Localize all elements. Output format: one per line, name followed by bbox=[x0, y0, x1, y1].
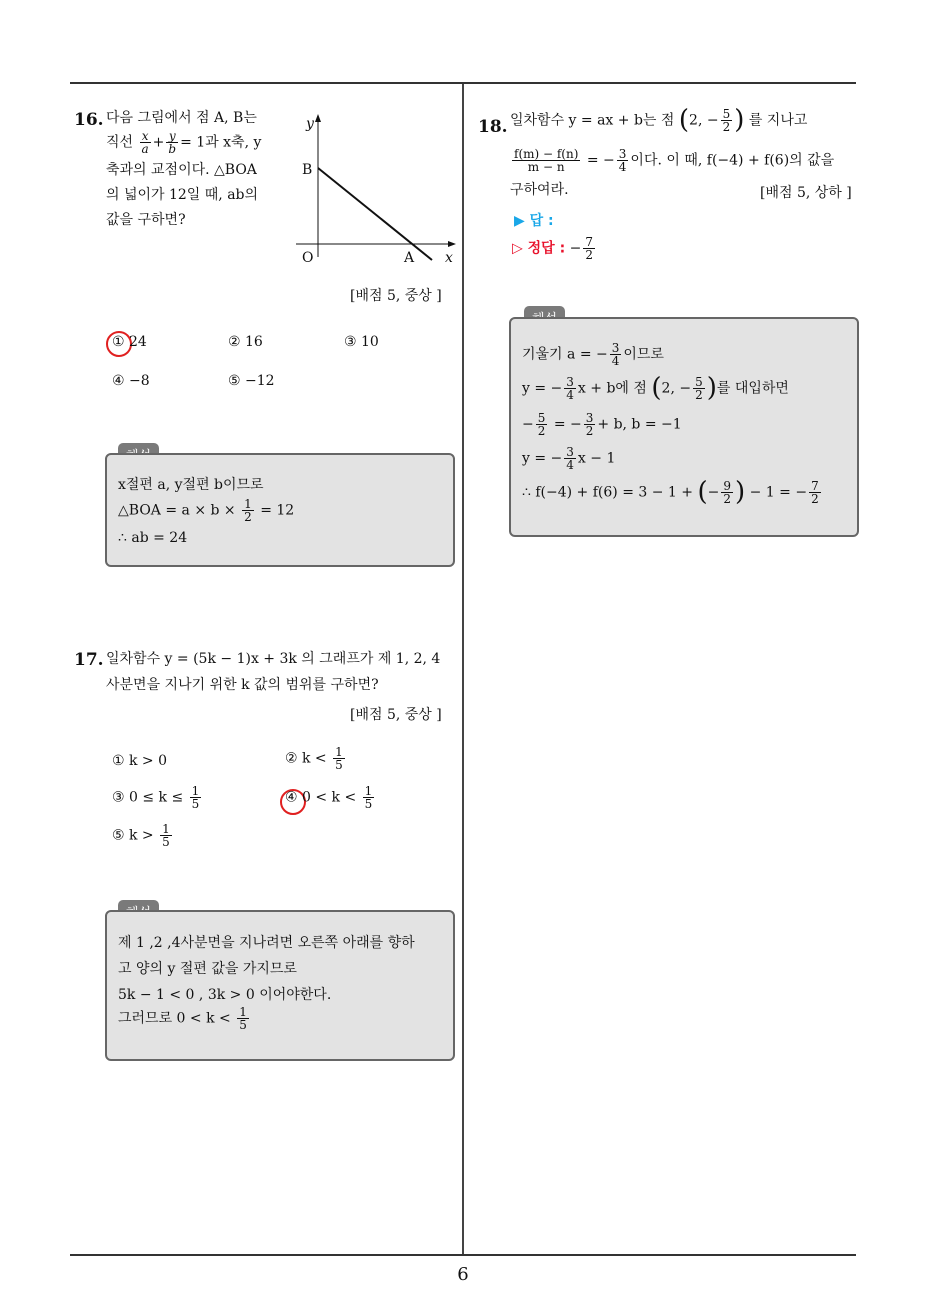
question-text-line: 일차함수 y = ax + b는 점 (2, − $\frac{5}{2}$ ) 를 지나고 bbox=[510, 105, 808, 135]
score-label: [배점 5, 중상 ] bbox=[350, 707, 442, 723]
x-axis-label: x bbox=[445, 250, 453, 266]
fraction: $\frac{1}{5}$ bbox=[162, 822, 170, 849]
choice-1[interactable]: ① k > 0 bbox=[112, 753, 168, 769]
fraction: $\frac{y}{b}$ bbox=[168, 129, 177, 156]
question-text-line: 사분면을 지나기 위한 k 값의 범위를 구하면? bbox=[106, 677, 379, 693]
fraction: $\frac{3}{2}$ bbox=[585, 411, 594, 438]
fraction: $\frac{5}{2}$ bbox=[695, 375, 703, 402]
correct-answer-line: ▷ 정답 : − $\frac{7}{2}$ bbox=[512, 235, 593, 262]
question-text-line: 축과의 교점이다. △BOA bbox=[106, 162, 257, 178]
solution-line: y = − $\frac{3}{4}$ x + b에 점 (2, − $\frac{5}{2}$ )를 대입하면 bbox=[522, 373, 789, 403]
score-label: [배점 5, 중상 ] bbox=[350, 288, 442, 304]
fraction: $\frac{5}{2}$ bbox=[537, 411, 546, 438]
solution-line: △BOA = a × b × $\frac{1}{2}$ = 12 bbox=[118, 497, 295, 524]
line-graph bbox=[292, 112, 462, 272]
page-number: 6 bbox=[457, 1264, 469, 1285]
solution-line: 기울기 a = − $\frac{3}{4}$ 이므로 bbox=[522, 341, 664, 368]
question-number: 16. bbox=[74, 110, 104, 130]
question-number: 17. bbox=[74, 650, 104, 670]
choice-4[interactable]: ④ −8 bbox=[112, 373, 150, 389]
origin-label: O bbox=[302, 250, 314, 266]
fraction: $\frac{3}{4}$ bbox=[618, 147, 627, 174]
question-text-line: 값을 구하면? bbox=[106, 212, 186, 228]
fraction: $\frac{1}{5}$ bbox=[191, 784, 200, 811]
fraction: $\frac{7}{2}$ bbox=[811, 479, 819, 506]
choice-2[interactable]: ② k < $\frac{1}{5}$ bbox=[285, 745, 343, 772]
fraction: $\frac{1}{5}$ bbox=[335, 745, 343, 772]
fraction: $\frac{9}{2}$ bbox=[723, 479, 731, 506]
question-text-line: 직선 $\frac{x}{a}$ + $\frac{y}{b}$ = 1과 x축, y bbox=[106, 129, 262, 156]
fraction: $\frac{1}{5}$ bbox=[239, 1005, 247, 1032]
question-number: 18. bbox=[478, 117, 508, 137]
column-divider bbox=[462, 84, 464, 1254]
y-axis-label: y bbox=[306, 116, 314, 132]
fraction: $\frac{3}{4}$ bbox=[566, 445, 574, 472]
choice-3[interactable]: ③ 10 bbox=[344, 334, 379, 350]
fraction: $\frac{7}{2}$ bbox=[585, 235, 593, 262]
solution-line: ∴ f(−4) + f(6) = 3 − 1 + (− $\frac{9}{2}$ ) − 1 = − $\frac{7}{2}$ bbox=[522, 477, 819, 507]
choice-4[interactable]: ④ 0 < k < $\frac{1}{5}$ bbox=[285, 784, 373, 811]
solution-line: x절편 a, y절편 b이므로 bbox=[118, 477, 264, 493]
choice-1[interactable]: ① 24 bbox=[112, 334, 147, 350]
question-text-line: 다음 그림에서 점 A, B는 bbox=[106, 110, 257, 126]
question-text-line: 의 넓이가 12일 때, ab의 bbox=[106, 187, 259, 203]
answer-label: ▶ 답 : bbox=[514, 213, 554, 229]
solution-line: − $\frac{5}{2}$ = − $\frac{3}{2}$ + b, b = −1 bbox=[522, 411, 682, 438]
question-text-line: 구하여라. bbox=[510, 182, 569, 198]
solution-line: y = − $\frac{3}{4}$ x − 1 bbox=[522, 445, 616, 472]
point-b-label: B bbox=[302, 162, 313, 178]
fraction: $\frac{1}{5}$ bbox=[364, 784, 373, 811]
fraction: $\frac{1}{2}$ bbox=[244, 497, 252, 524]
solution-line: 제 1 ,2 ,4사분면을 지나려면 오른쪽 아래를 향하 bbox=[118, 935, 415, 951]
point-a-label: A bbox=[404, 250, 415, 266]
fraction: $\frac{3}{4}$ bbox=[611, 341, 620, 368]
question-text-line: $\frac{f(m) - f(n)}{m - n}$ = − $\frac{3}{4}$ 이다. 이 때, f(−4) + f(6)의 값을 bbox=[514, 147, 835, 174]
fraction: $\frac{x}{a}$ bbox=[141, 129, 149, 156]
solution-line: 고 양의 y 절편 값을 가지므로 bbox=[118, 961, 297, 977]
fraction: $\frac{f(m) - f(n)}{m - n}$ bbox=[514, 147, 579, 174]
bottom-rule bbox=[70, 1254, 856, 1256]
question-text-line: 일차함수 y = (5k − 1)x + 3k 의 그래프가 제 1, 2, 4 bbox=[106, 651, 441, 667]
solution-line: 그러므로 0 < k < $\frac{1}{5}$ bbox=[118, 1005, 247, 1032]
fraction: $\frac{5}{2}$ bbox=[722, 107, 731, 134]
choice-2[interactable]: ② 16 bbox=[228, 334, 263, 350]
choice-5[interactable]: ⑤ k > $\frac{1}{5}$ bbox=[112, 822, 170, 849]
score-label: [배점 5, 상하 ] bbox=[760, 185, 852, 201]
solution-line: ∴ ab = 24 bbox=[118, 530, 188, 546]
choice-3[interactable]: ③ 0 ≤ k ≤ $\frac{1}{5}$ bbox=[112, 784, 200, 811]
choice-5[interactable]: ⑤ −12 bbox=[228, 373, 275, 389]
fraction: $\frac{3}{4}$ bbox=[566, 375, 574, 402]
solution-line: 5k − 1 < 0 , 3k > 0 이어야한다. bbox=[118, 987, 332, 1003]
